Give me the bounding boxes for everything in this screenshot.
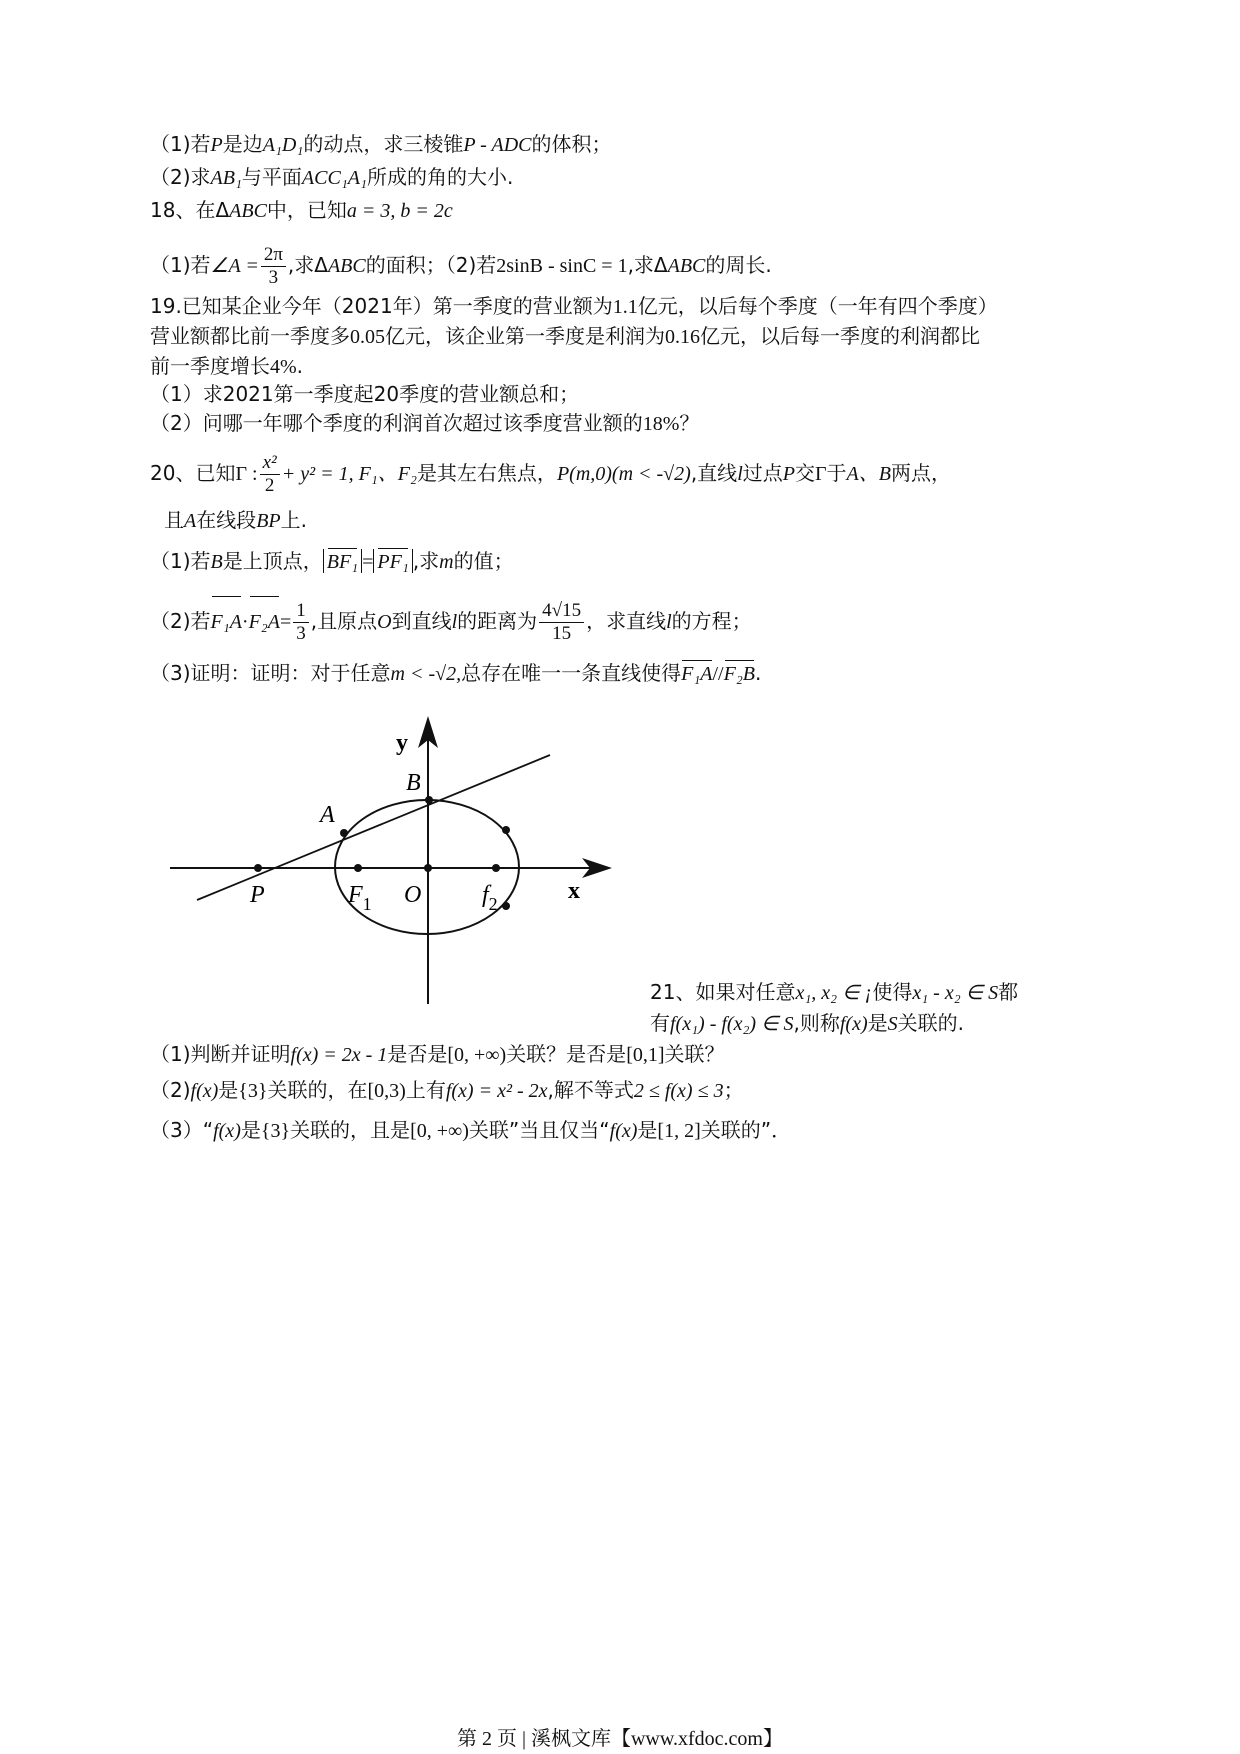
text: （1)若 — [150, 253, 211, 277]
math-difference: x₁ - x₂ ∈ S — [912, 982, 999, 1004]
text: 于 — [826, 461, 847, 485]
text: 关联”当且仅当“ — [468, 1118, 610, 1142]
point-F1 — [354, 864, 362, 872]
math-f-difference: f(x₁) - f(x₂) ∈ S — [670, 1013, 794, 1035]
math-l: l — [451, 611, 458, 633]
text: 的值； — [453, 549, 514, 573]
text: 是 — [240, 1118, 261, 1142]
label-B: B — [406, 770, 421, 796]
math-interval: [0, +∞) — [410, 1120, 469, 1142]
math-interval: [0,1] — [626, 1044, 665, 1066]
text: 总存在唯一一条直线使得 — [461, 661, 682, 685]
q19-part1 — [150, 380, 579, 408]
math-B: B — [210, 551, 223, 573]
label-O: O — [404, 882, 422, 908]
point-O — [424, 864, 432, 872]
text: ，求直线 — [586, 609, 667, 633]
text: （3)证明：证明：对于任意 — [150, 661, 391, 685]
math-P: P — [210, 134, 223, 156]
text: 营业额都比前一季度多 — [150, 324, 350, 348]
math-fx: f(x) — [839, 1013, 868, 1035]
page-footer: 第 2 页 | 溪枫文库【www.xfdoc.com】 — [456, 1728, 783, 1750]
math-AB1: AB₁ — [210, 167, 242, 189]
text: （2) — [150, 1078, 191, 1102]
text: （3）“ — [150, 1118, 214, 1142]
denominator: 15 — [552, 623, 572, 644]
text: 亿元，该企业第一季度是利润为 — [385, 324, 665, 348]
vector-F2B: F₂B — [724, 654, 755, 688]
math-PADC: P - ADC — [463, 134, 532, 156]
label-F1 — [347, 882, 372, 914]
math-A: A — [184, 510, 197, 532]
label-F1-main: F — [348, 882, 363, 908]
denominator: 3 — [296, 623, 306, 644]
text: 交 — [794, 461, 815, 485]
text: 是其左右焦点， — [416, 461, 557, 485]
math-fx: f(x) — [609, 1120, 638, 1142]
value: 4% — [270, 356, 297, 378]
text: . — [755, 661, 762, 685]
math-S: S — [887, 1013, 898, 1035]
point-B — [425, 796, 433, 804]
label-f2-sub: 2 — [488, 894, 498, 914]
text: 18、在Δ — [150, 198, 230, 222]
text: 的体积； — [531, 132, 612, 156]
text: （1)若 — [150, 132, 211, 156]
vector-F1A: F₁A — [211, 590, 242, 648]
text: 上. — [280, 508, 308, 532]
text: ,解不等式 — [547, 1078, 634, 1102]
text: ,求Δ — [627, 253, 668, 277]
q20-part2 — [150, 590, 752, 648]
text: 中，已知 — [266, 198, 347, 222]
label-f2-main: f — [482, 882, 489, 908]
math-set: {3} — [260, 1120, 291, 1142]
math-BP: BP — [256, 510, 281, 532]
abs-PF1 — [373, 549, 412, 573]
parallel-sign: // — [712, 663, 724, 685]
math-ABC: ABC — [667, 255, 706, 277]
q19-line2 — [150, 322, 980, 351]
vector-BF1: BF₁ — [327, 542, 358, 576]
label-P: P — [250, 882, 265, 908]
text: 是 — [637, 1118, 658, 1142]
dot: · — [241, 611, 249, 633]
numerator: 4√15 — [539, 600, 584, 623]
q20-part3 — [150, 654, 761, 688]
text: ； — [723, 1078, 744, 1102]
math-m: m — [439, 551, 454, 573]
q21-stem-line2 — [650, 1009, 964, 1038]
math-ABC: ABC — [327, 255, 366, 277]
text: 21、如果对任意 — [650, 980, 796, 1004]
vector-PF1: PF₁ — [377, 542, 408, 576]
text: （2)求 — [150, 165, 211, 189]
text: 都 — [998, 980, 1019, 1004]
value: 0.05 — [350, 326, 385, 348]
text: 是边 — [222, 132, 263, 156]
math-interval: [0,3) — [367, 1080, 406, 1102]
math-set: {3} — [238, 1080, 268, 1102]
math-function: f(x) = x² - 2x — [445, 1080, 548, 1102]
text: 关联的，且是 — [290, 1118, 411, 1142]
fraction-1-3 — [293, 600, 309, 645]
point-ellipse-right-lower — [502, 902, 510, 910]
text: 所成的角的大小. — [366, 165, 514, 189]
ellipse-figure — [160, 712, 630, 1012]
text: （2)若 — [150, 609, 211, 633]
math-plane: ACC₁A₁ — [301, 167, 367, 189]
math-P: P — [782, 463, 795, 485]
point-P — [254, 864, 262, 872]
text: 的面积；（2)若 — [365, 253, 497, 277]
text: 20、已知 — [150, 461, 236, 485]
text: 关联？是否是 — [506, 1042, 627, 1066]
math-ellipse-rest: + y² = 1, F₁、F₂ — [281, 463, 417, 485]
label-x: x — [568, 878, 580, 904]
point-ellipse-right-upper — [502, 826, 510, 834]
math-O: O — [377, 611, 392, 633]
numerator: x² — [260, 452, 280, 475]
value: 1.1 — [612, 296, 638, 318]
text: ,则称 — [793, 1011, 840, 1035]
math-sin-condition: 2sinB - sinC = 1 — [496, 255, 628, 277]
text: 的距离为 — [457, 609, 538, 633]
q20-stem-line1 — [150, 446, 951, 501]
text: 关联？ — [664, 1042, 725, 1066]
text: 19.已知某企业今年（2021年）第一季度的营业额为 — [150, 294, 613, 318]
text: 有 — [650, 1011, 670, 1035]
math-gamma: Γ — [814, 463, 827, 485]
label-f2 — [482, 882, 498, 914]
math-l: l — [666, 611, 672, 633]
math-AB: A、B — [846, 463, 891, 485]
q19-line1 — [150, 292, 998, 321]
q18-stem — [150, 196, 453, 225]
numerator: 2π — [261, 244, 286, 267]
text: 是否是 — [387, 1042, 448, 1066]
math-function: f(x) = 2x - 1 — [290, 1044, 388, 1066]
text: 两点， — [890, 461, 951, 485]
vector-F1A: F₁A — [681, 654, 712, 688]
text: . — [296, 354, 304, 378]
q21-part3 — [150, 1116, 791, 1145]
text: 关联的，在 — [267, 1078, 368, 1102]
text: （2）问哪一年哪个季度的利润首次超过该季度营业额的 — [150, 411, 643, 435]
text: 亿元，以后每个季度（一年有四个季度） — [637, 294, 998, 318]
text: ,求 — [412, 549, 440, 573]
q21-stem-line1 — [650, 978, 1018, 1007]
value: 18% — [642, 413, 680, 435]
q21-part2 — [150, 1076, 744, 1105]
q21-part1 — [150, 1040, 725, 1069]
text: 是上顶点， — [222, 549, 323, 573]
equals: = — [279, 611, 292, 633]
text: 的动点，求三棱锥 — [303, 132, 464, 156]
q17-part1 — [150, 130, 611, 159]
q20-part1 — [150, 542, 514, 576]
abs-BF1 — [323, 549, 362, 573]
text: （1)若 — [150, 549, 211, 573]
text: 亿元，以后每一季度的利润都比 — [700, 324, 980, 348]
text: 是 — [218, 1078, 239, 1102]
q19-line3 — [150, 352, 303, 381]
vector-F2A: F₂A — [249, 590, 280, 648]
text: 前一季度增长 — [150, 354, 270, 378]
label-y: y — [396, 730, 408, 756]
denominator: 3 — [268, 267, 279, 288]
q20-stem-line2 — [164, 506, 307, 535]
text: ,且原点 — [310, 609, 378, 633]
text: （1）求2021第一季度起20季度的营业额总和； — [150, 382, 580, 406]
math-m-condition: m < -√2, — [390, 663, 462, 685]
fraction-2pi-3 — [261, 244, 286, 289]
math-ABC: ABC — [229, 200, 267, 222]
q19-part2 — [150, 409, 699, 438]
text: 的周长. — [705, 253, 772, 277]
text: ,求Δ — [287, 253, 328, 277]
label-F1-sub: 1 — [362, 894, 372, 914]
text: 使得 — [872, 980, 913, 1004]
text: 且 — [164, 508, 184, 532]
fraction-x2-2 — [260, 452, 280, 497]
text: 上有 — [405, 1078, 446, 1102]
math-interval: [0, +∞) — [447, 1044, 507, 1066]
label-A: A — [320, 802, 335, 828]
denominator: 2 — [264, 475, 275, 496]
math-inequality: 2 ≤ f(x) ≤ 3 — [633, 1080, 724, 1102]
value: 0.16 — [665, 326, 700, 348]
line-l — [197, 755, 550, 900]
q17-part2 — [150, 163, 513, 192]
q18-parts — [150, 240, 772, 291]
equals: = — [362, 551, 374, 573]
text: 关联的. — [897, 1011, 964, 1035]
math-x1x2: x₁, x₂ ∈ ¡ — [795, 982, 873, 1004]
text: 是 — [867, 1011, 888, 1035]
text: ,直线 — [690, 461, 738, 485]
text: （1)判断并证明 — [150, 1042, 291, 1066]
math-angle: ∠A = — [210, 255, 259, 277]
text: ？ — [679, 411, 700, 435]
math-point-P: P(m,0)(m < -√2) — [556, 463, 691, 485]
text: 关联的”． — [700, 1118, 792, 1142]
text: 在线段 — [196, 508, 257, 532]
fraction-distance — [539, 600, 584, 645]
text: 过点 — [742, 461, 783, 485]
numerator: 1 — [293, 600, 309, 623]
math-interval: [1, 2] — [657, 1120, 701, 1142]
text: 的方程； — [671, 609, 752, 633]
point-F2 — [492, 864, 500, 872]
math-fx: f(x) — [213, 1120, 241, 1142]
math-gamma: Γ : — [235, 463, 258, 485]
text: 到直线 — [391, 609, 452, 633]
math-fx: f(x) — [190, 1080, 219, 1102]
point-A — [340, 829, 348, 837]
text: 与平面 — [241, 165, 302, 189]
math-condition: a = 3, b = 2c — [346, 200, 453, 222]
math-l: l — [737, 463, 743, 485]
math-A1D1: A₁D₁ — [262, 134, 304, 156]
